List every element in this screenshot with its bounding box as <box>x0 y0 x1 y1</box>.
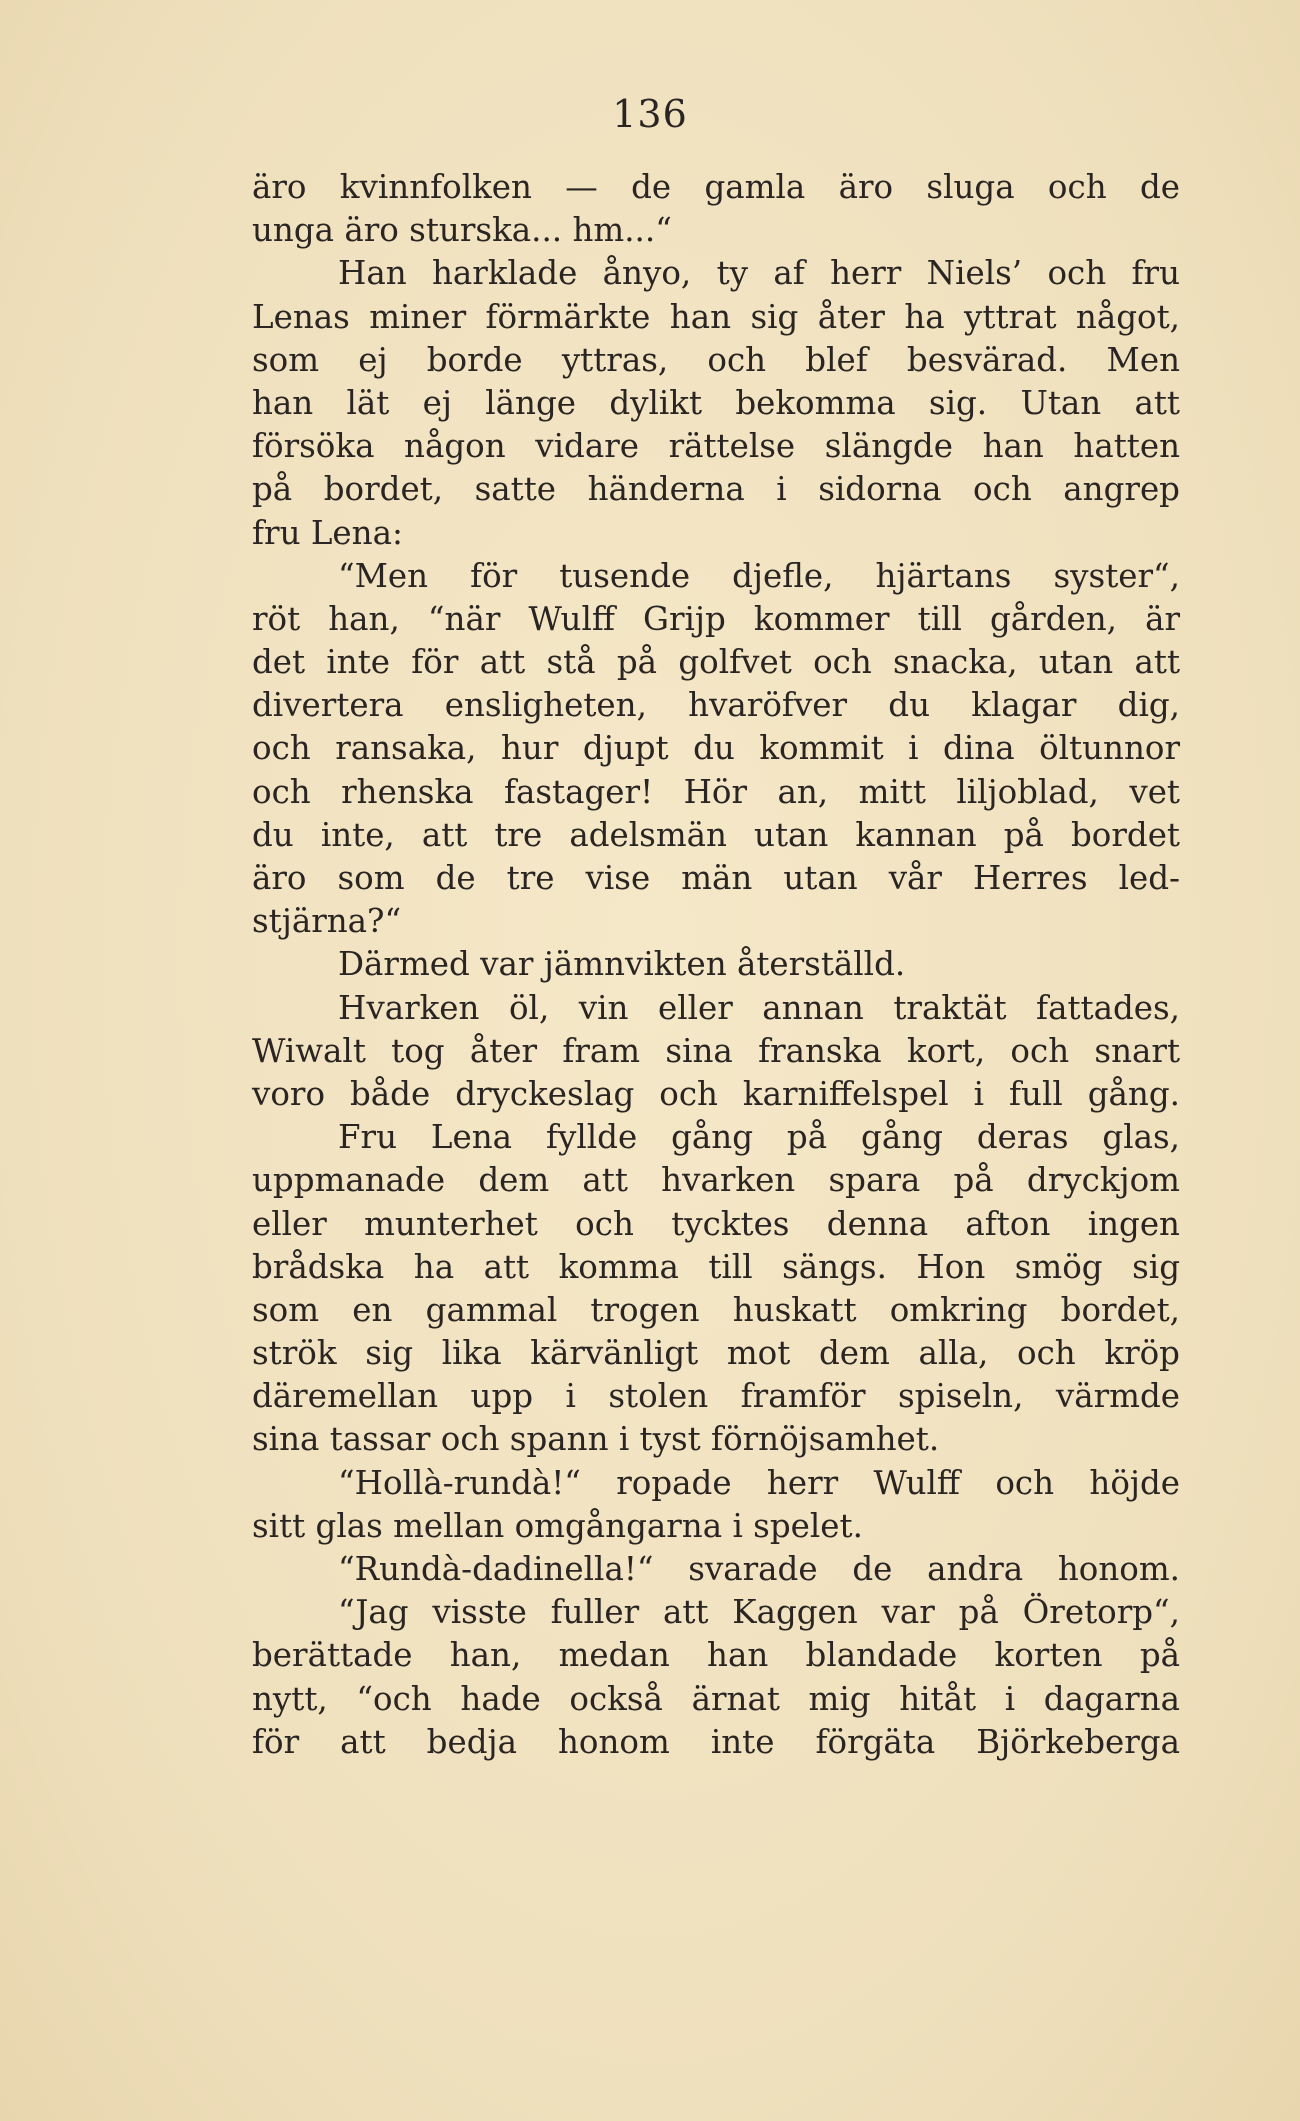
text-line: Han harklade ånyo, ty af herr Niels’ och fru <box>338 254 1180 293</box>
text-line: divertera ensligheten, hvaröfver du klagar dig, <box>252 686 1180 725</box>
text-line: det inte för att stå på golfvet och snacka, utan att <box>252 643 1180 682</box>
text-line: Hvarken öl, vin eller annan traktät fattades, <box>338 988 1180 1027</box>
body-text <box>252 166 1180 1764</box>
text-line: “Jag visste fuller att Kaggen var på Öretorp“, <box>338 1593 1180 1632</box>
text-line: försöka någon vidare rättelse slängde han hatten <box>252 427 1180 466</box>
text-line: och ransaka, hur djupt du kommit i dina öltunnor <box>252 729 1180 768</box>
text-line: för att bedja honom inte förgäta Björkeberga <box>252 1722 1180 1761</box>
text-line: eller munterhet och tycktes denna afton ingen <box>252 1204 1180 1243</box>
text-line: han lät ej länge dylikt bekomma sig. Utan att <box>252 383 1180 422</box>
text-line: voro både dryckeslag och karniffelspel i full gång. <box>252 1074 1180 1113</box>
text-line: unga äro sturska... hm...“ <box>252 211 672 250</box>
text-line: Lenas miner förmärkte han sig åter ha yttrat något, <box>252 297 1180 336</box>
text-line: “Rundà-dadinella!“ svarade de andra honom. <box>338 1550 1180 1588</box>
text-line: på bordet, satte händerna i sidorna och angrep <box>252 470 1180 509</box>
text-line: brådska ha att komma till sängs. Hon smög sig <box>252 1247 1180 1286</box>
text-line: berättade han, medan han blandade korten på <box>252 1636 1180 1675</box>
text-line: fru Lena: <box>252 513 403 552</box>
text-line: “Hollà-rundà!“ ropade herr Wulff och höjde <box>338 1463 1180 1502</box>
text-line: sitt glas mellan omgångarna i spelet. <box>252 1506 863 1545</box>
text-line: äro som de tre vise män utan vår Herres led- <box>252 859 1180 897</box>
text-line: äro kvinnfolken — de gamla äro sluga och de <box>252 168 1180 206</box>
text-line: nytt, “och hade också ärnat mig hitåt i dagarna <box>252 1679 1180 1718</box>
text-line: “Men för tusende djefle, hjärtans syster“, <box>338 556 1180 595</box>
text-line: Fru Lena fyllde gång på gång deras glas, <box>338 1118 1180 1157</box>
text-line: sina tassar och spann i tyst förnöjsamhet. <box>252 1420 940 1459</box>
text-line: som ej borde yttras, och blef besvärad. Men <box>252 340 1180 379</box>
page-number: 136 <box>612 92 688 136</box>
text-line: röt han, “när Wulff Grijp kommer till gården, är <box>252 599 1180 638</box>
text-line: strök sig lika kärvänligt mot dem alla, och kröp <box>252 1334 1180 1373</box>
text-line: Därmed var jämnvikten återställd. <box>338 945 906 984</box>
text-line: stjärna?“ <box>252 902 402 941</box>
text-line: du inte, att tre adelsmän utan kannan på bordet <box>252 815 1180 854</box>
text-line: uppmanade dem att hvarken spara på dryckjom <box>252 1161 1180 1200</box>
text-line: och rhenska fastager! Hör an, mitt liljoblad, vet <box>252 772 1180 811</box>
text-line: däremellan upp i stolen framför spiseln, värmde <box>252 1377 1180 1416</box>
text-line: som en gammal trogen huskatt omkring bordet, <box>252 1290 1180 1329</box>
text-line: Wiwalt tog åter fram sina franska kort, och snart <box>252 1031 1180 1070</box>
